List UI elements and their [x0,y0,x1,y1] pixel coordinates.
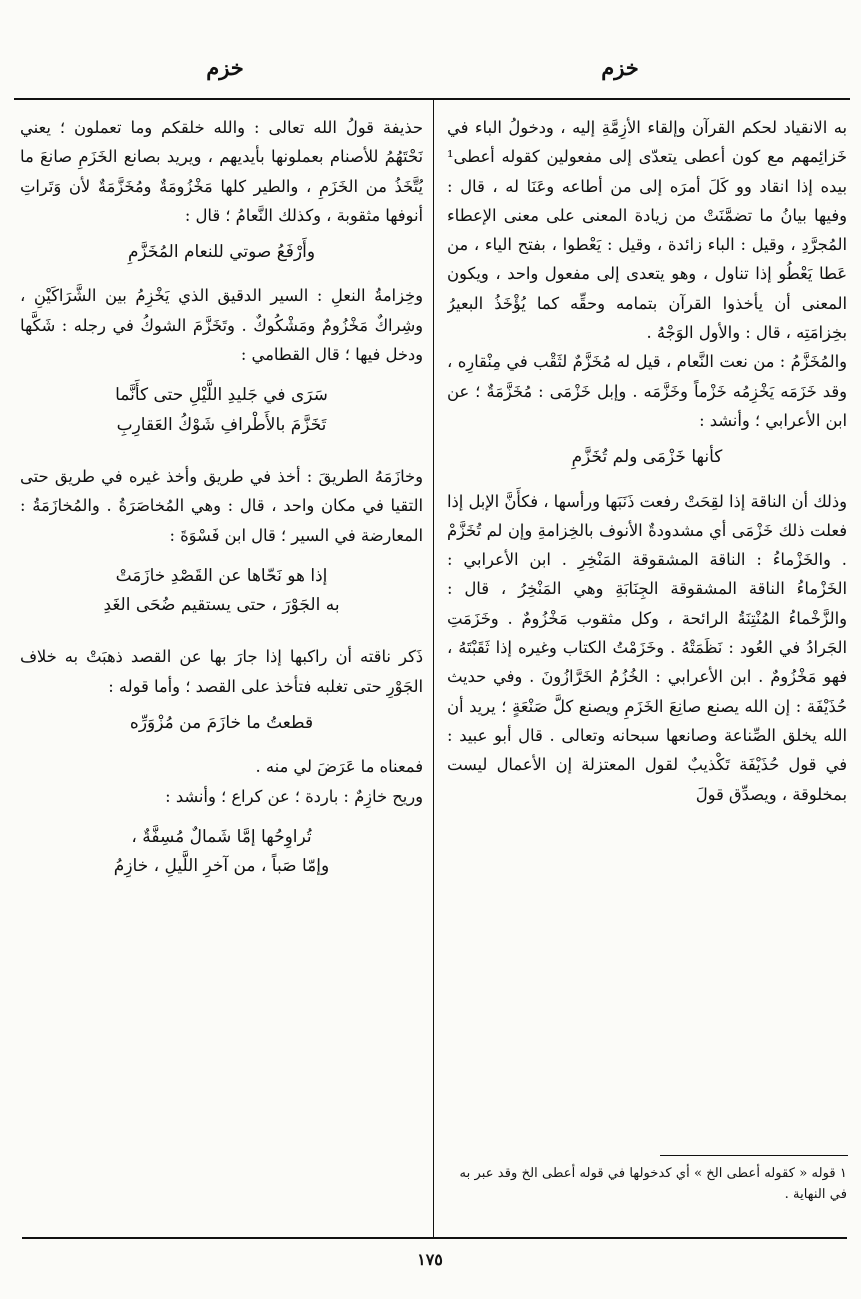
poem-couplet [20,817,423,894]
verse-line: تُراوِحُها إمَّا شَمالٌ مُسِفَّةٌ ، [131,826,312,847]
running-header-right: خزم [601,55,639,80]
verse-line: قطعتُ ما خازَمَ من مُزْوَرِّه [129,713,314,734]
left-column [20,113,423,1231]
running-header-left: خزم [206,55,244,80]
verse-line: تَخَزَّمَ بالأَطْرافِ شَوْكُ العَقارِبِ [116,414,327,435]
paragraph: وخِزامةُ النعلِ : السير الدقيق الذي يَخْزِمُ بين الشَّرَاكَيْنِ ، وشِراكٌ مَخْزُومٌ ومَشْكُوكٌ . وتَخَزَّمَ الشوكُ في رجله : شَكَّها ودخل فيها ؛ قال القطامي : [20,286,423,365]
paragraph: ذَكر ناقته أن راكبها إذا جارَ بها عن القصد ذهبَتْ به خلاف الجَوْرِ حتى تغلبه فتأخذ على القصد ؛ وأما قوله : [20,647,423,696]
paragraph: وخازَمَهُ الطريقَ : أخذ في طريق وأخذ غيره في طريق حتى التقيا في مكان واحد ، قال : وهي المُخاصَرَةُ . والمُخازَمَةُ : المعارضة في السير ؛ قال ابن فَسْوَةَ : [20,466,423,545]
footer-rule [22,1237,847,1239]
poem-couplet [20,556,423,633]
paragraph: حذيفة قولُ الله تعالى : والله خلقكم وما تعملون ؛ يعني نَحْتَهُمُ للأصنام بعملونها بأيديهم ، ويريد بصانع الخَزَمِ صانعَ ما يُتَّخَذُ من الخَزَمِ ، والطير كلها مَخْزُومَةٌ ومُخَزَّمَةٌ لأن وَتَراتِ أنوفها مثقوبة ، وكذلك النَّعامُ ؛ قال : [20,118,423,225]
verse-line: سَرَى في جَليدِ اللَّيْلِ حتى كأَنَّما [115,385,328,406]
footnote-rule [660,1155,848,1156]
verse-line: إذا هو نَحّاها عن القَصْدِ خازَمَتْ [115,565,328,586]
paragraph: به الانقياد لحكم القرآن وإلقاء الأزِمَّةِ إليه ، ودخولُ الباء في خَزائِمهم مع كون أعطى يتعدّى إلى مفعولين كقوله أعطى¹ بيده إذا انقاد وو كَلَ أمرَه إلى من أطاعه وعَنَا له ، قال : وفيها بيانُ ما تضمَّنَتْ من زيادة المعنى على معنى الإعطاء المُجرَّدِ ، وقيل : الباء زائدة ، وقيل : يَعْطوا ، بفتح الياء ، من عَطا يَعْطُو إذا تناول ، وهو يتعدى إلى مفعول واحد ، ويكون المعنى أن يأخذوا القرآن بتمامه وحقِّه كما يُؤْخَذُ البعيرُ بخِزامَتِه ، قال : والأول الوَجْهُ . [447,118,847,343]
paragraph: وذلك أن الناقة إذا لقِحَتْ رفعت ذَنَبَها ورأسها ، فكأَنَّ الإبل إذا فعلت ذلك خَزْمَى أي مشدودةٌ الأنوف بالخِزامةِ وإن لم تُخَزَّمْ . والخَزْماءُ : الناقة المشقوقة المَنْخِرِ . ابن الأعرابي : الخَزْماءُ الناقة المشقوقة الجِنَابَةِ وهي المَنْخِرُ ، قال : والزَّخْماءُ المُنْتِنَةُ الرائحة ، وكل مثقوب مَخْزُومٌ . وخَزَمَتِ الجَرادُ في العُود : نَظَمَتْهُ . وخَزَمْتُ الكتاب وغيره إذا ثَقَبْتَهُ ، فهو مَخْزُومٌ . ابن الأعرابي : الخُزُمُ الخَرَّازُونَ . وفي حديث حُذَيْفَة : إن الله يصنع صانِعَ الخَزَمِ ويصنع كلَّ صَنْعَةٍ ؛ يريد أن الله يخلق الصِّناعة وصانعها سبحانه وتعالى . قال أبو عبيد : في قول حُذَيْفَة تَكْذيبٌ لقول المعتزلة إن الأعمال ليست بمخلوقة ، ويصدِّق قولَ [447,491,847,804]
paragraph: فمعناه ما عَرَضَ لي منه . [255,757,423,777]
page-number: ١٧٥ [417,1250,443,1269]
paragraph: والمُخَزَّمُ : من نعت النَّعام ، قيل له مُخَزَّمٌ لثَقْب في مِنْقارِه ، وقد خَزَمَه يَخْزِمُه خَزْماً وخَزَّمَه . وإبل خَزْمَى : مُخَزَّمَةٌ ؛ عن ابن الأعرابي ؛ وأنشد : [447,352,847,430]
header-rule [14,98,850,100]
footnote: ١ قوله « كقوله أعطى الخ » أي كدخولها في قوله أعطى الخ وقد عبر به في النهاية . [459,1166,847,1202]
verse-line: وإمّا صَباً ، من آخرِ اللَّيلِ ، خازِمُ [113,856,330,877]
right-column [447,113,847,1148]
poem-couplet [20,375,423,452]
verse-line: وأَرْفَعُ صوتي للنعام المُخَزَّمِ [127,242,316,263]
verse-line: كأنها خَزْمَى ولم تُخَزَّمِ [571,447,723,468]
paragraph: وريح خازِمٌ : باردة ؛ عن كراع ؛ وأنشد : [165,786,423,806]
verse-line: به الجَوْرَ ، حتى يستقيم ضُحَى الغَدِ [103,595,340,616]
column-divider [433,100,434,1237]
